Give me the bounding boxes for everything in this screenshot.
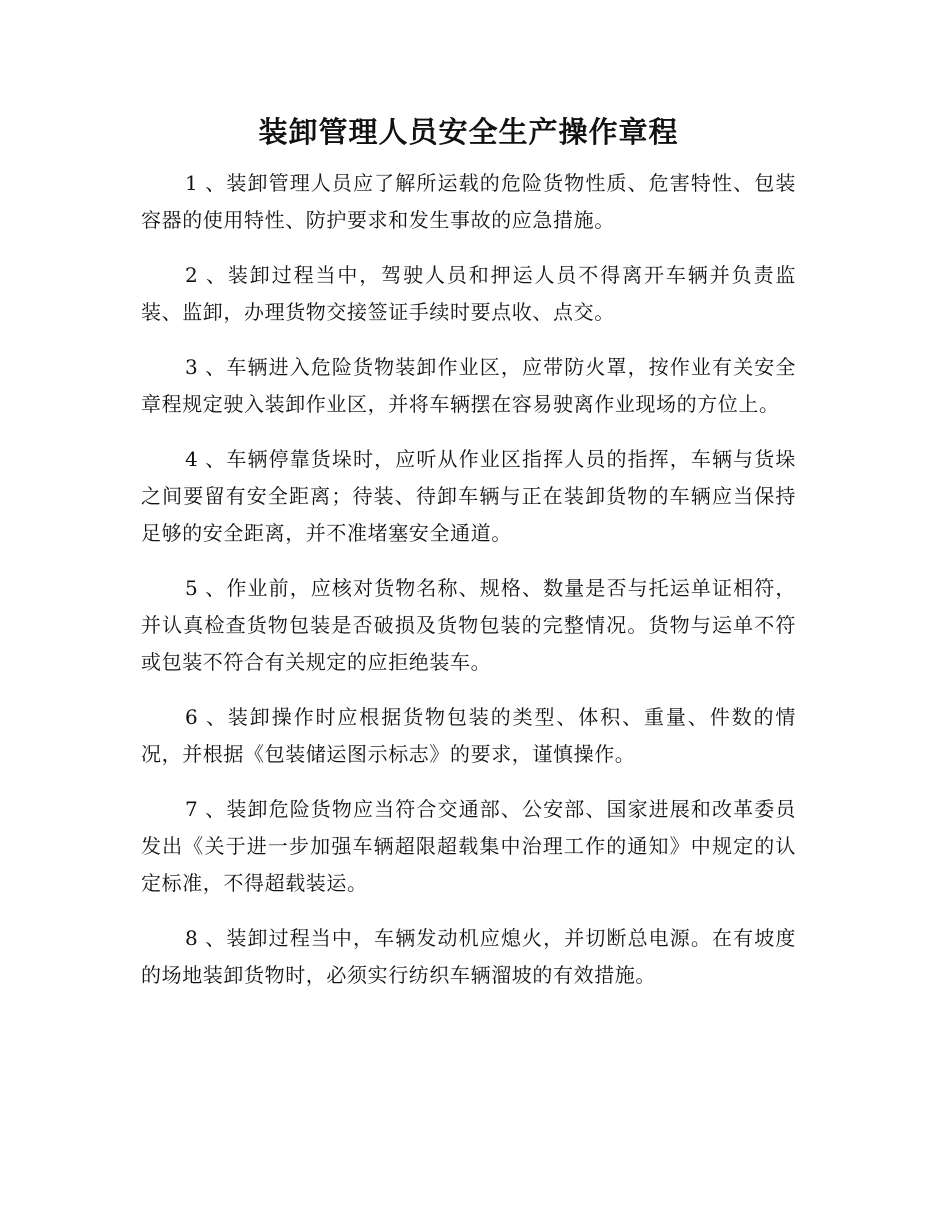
regulation-item-2 <box>141 257 796 331</box>
regulation-item-3 <box>141 349 796 423</box>
item-number: 4 <box>185 447 198 471</box>
item-number: 1 <box>185 171 198 195</box>
document-title: 装卸管理人员安全生产操作章程 <box>258 115 679 149</box>
regulation-list <box>141 165 796 994</box>
item-text: 、车辆进入危险货物装卸作业区，应带防火罩，按作业有关安全章程规定驶入装卸作业区，并将车辆摆在容易驶离作业现场的方位上。 <box>141 355 796 416</box>
item-number: 7 <box>185 797 198 821</box>
item-text: 、装卸过程当中，车辆发动机应熄火，并切断总电源。在有坡度的场地装卸货物时，必须实行纺织车辆溜坡的有效措施。 <box>141 926 796 987</box>
item-number: 5 <box>185 576 198 600</box>
item-text: 、装卸管理人员应了解所运载的危险货物性质、危害特性、包装容器的使用特性、防护要求和发生事故的应急措施。 <box>141 171 796 232</box>
regulation-item-1 <box>141 165 796 239</box>
regulation-item-8 <box>141 920 796 994</box>
document-page <box>141 0 796 1012</box>
item-number: 8 <box>185 926 198 950</box>
item-text: 、装卸操作时应根据货物包装的类型、体积、重量、件数的情况，并根据《包装储运图示标志》的要求，谨慎操作。 <box>141 705 796 766</box>
item-number: 3 <box>185 355 198 379</box>
item-text: 、装卸过程当中，驾驶人员和押运人员不得离开车辆并负责监装、监卸，办理货物交接签证手续时要点收、点交。 <box>141 263 796 324</box>
regulation-item-5 <box>141 570 796 681</box>
item-text: 、车辆停靠货垛时，应听从作业区指挥人员的指挥，车辆与货垛之间要留有安全距离；待装、待卸车辆与正在装卸货物的车辆应当保持足够的安全距离，并不准堵塞安全通道。 <box>141 447 796 545</box>
regulation-item-7 <box>141 791 796 902</box>
item-text: 、作业前，应核对货物名称、规格、数量是否与托运单证相符，并认真检查货物包装是否破损及货物包装的完整情况。货物与运单不符或包装不符合有关规定的应拒绝装车。 <box>141 576 796 674</box>
regulation-item-4 <box>141 441 796 552</box>
item-number: 2 <box>185 263 198 287</box>
item-text: 、装卸危险货物应当符合交通部、公安部、国家进展和改革委员发出《关于进一步加强车辆超限超载集中治理工作的通知》中规定的认定标准，不得超载装运。 <box>141 797 796 895</box>
regulation-item-6 <box>141 699 796 773</box>
item-number: 6 <box>185 705 198 729</box>
